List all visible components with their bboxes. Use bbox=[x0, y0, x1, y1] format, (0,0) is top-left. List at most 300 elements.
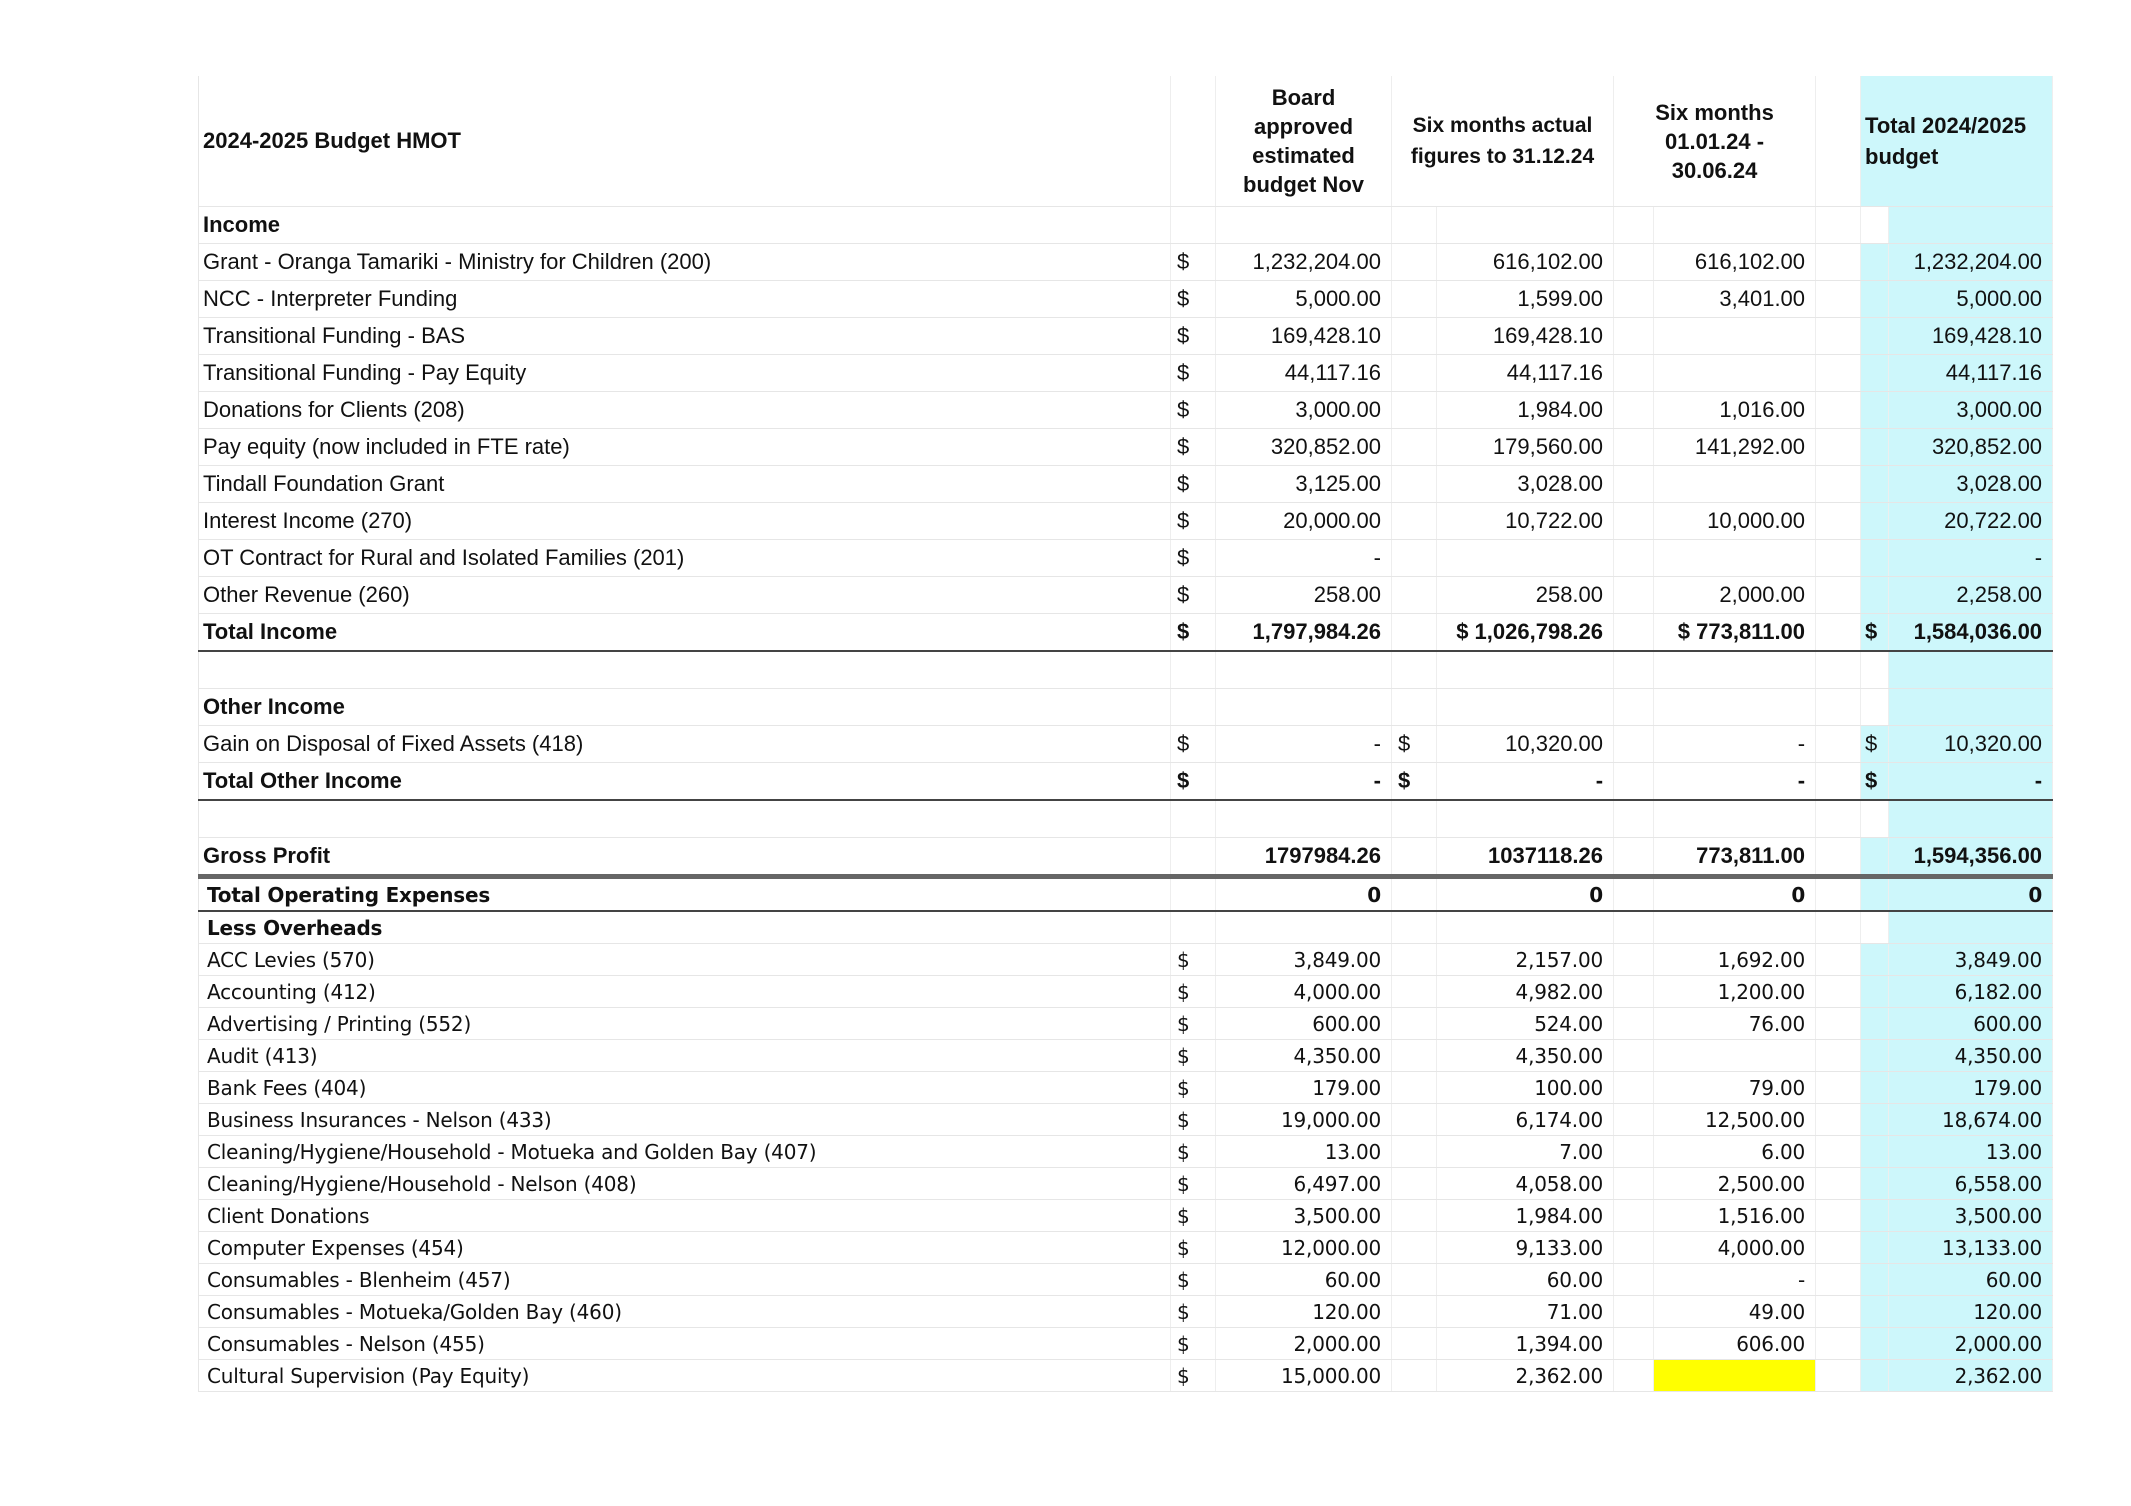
cell[interactable] bbox=[1171, 207, 1216, 244]
total-budget-value[interactable]: 3,000.00 bbox=[1889, 392, 2053, 429]
total-budget-value[interactable]: 120.00 bbox=[1889, 1296, 2053, 1328]
six-months-actual-value[interactable]: 6,174.00 bbox=[1437, 1104, 1614, 1136]
row-label[interactable]: Other Revenue (260) bbox=[199, 577, 1171, 614]
dollar-sign[interactable]: $ bbox=[1171, 429, 1216, 466]
six-months-h2-value[interactable]: 1,692.00 bbox=[1654, 944, 1816, 976]
cell[interactable] bbox=[1392, 800, 1437, 838]
cell[interactable] bbox=[199, 651, 1171, 689]
six-months-actual-value[interactable]: 9,133.00 bbox=[1437, 1232, 1614, 1264]
dollar-sign[interactable] bbox=[1171, 877, 1216, 912]
six-months-actual-value[interactable]: 3,028.00 bbox=[1437, 466, 1614, 503]
dollar-sign[interactable] bbox=[1861, 976, 1889, 1008]
total-budget-value[interactable]: 60.00 bbox=[1889, 1264, 2053, 1296]
six-months-actual-value[interactable]: 60.00 bbox=[1437, 1264, 1614, 1296]
row-label[interactable]: ACC Levies (570) bbox=[199, 944, 1171, 976]
cell[interactable] bbox=[1614, 1008, 1654, 1040]
dollar-sign[interactable] bbox=[1392, 1072, 1437, 1104]
cell[interactable] bbox=[1816, 944, 1861, 976]
cell[interactable] bbox=[1392, 911, 1437, 944]
row-label[interactable]: Business Insurances - Nelson (433) bbox=[199, 1104, 1171, 1136]
total-budget-value[interactable]: - bbox=[1889, 763, 2053, 801]
total-budget-value[interactable]: 3,500.00 bbox=[1889, 1200, 2053, 1232]
dollar-sign[interactable] bbox=[1392, 1360, 1437, 1392]
board-budget-value[interactable]: 3,125.00 bbox=[1216, 466, 1392, 503]
dollar-sign[interactable]: $ bbox=[1171, 1328, 1216, 1360]
dollar-sign[interactable]: $ bbox=[1171, 726, 1216, 763]
cell[interactable] bbox=[1816, 1328, 1861, 1360]
cell[interactable] bbox=[1816, 726, 1861, 763]
cell[interactable] bbox=[1171, 800, 1216, 838]
cell[interactable] bbox=[199, 800, 1171, 838]
dollar-sign[interactable]: $ bbox=[1171, 577, 1216, 614]
cell[interactable] bbox=[1614, 503, 1654, 540]
six-months-actual-value[interactable]: 4,058.00 bbox=[1437, 1168, 1614, 1200]
dollar-sign[interactable] bbox=[1392, 944, 1437, 976]
cell[interactable] bbox=[1816, 1360, 1861, 1392]
dollar-sign[interactable] bbox=[1861, 1328, 1889, 1360]
six-months-h2-value[interactable]: 6.00 bbox=[1654, 1136, 1816, 1168]
six-months-h2-value[interactable] bbox=[1654, 355, 1816, 392]
dollar-sign[interactable]: $ bbox=[1171, 1232, 1216, 1264]
board-budget-value[interactable]: - bbox=[1216, 726, 1392, 763]
six-months-actual-value[interactable]: 1,599.00 bbox=[1437, 281, 1614, 318]
dollar-sign[interactable]: $ bbox=[1171, 540, 1216, 577]
dollar-sign[interactable] bbox=[1861, 1072, 1889, 1104]
cell[interactable] bbox=[1816, 800, 1861, 838]
six-months-h2-value[interactable] bbox=[1654, 466, 1816, 503]
dollar-sign[interactable] bbox=[1392, 1040, 1437, 1072]
total-budget-value[interactable]: 1,232,204.00 bbox=[1889, 244, 2053, 281]
dollar-sign[interactable] bbox=[1392, 1008, 1437, 1040]
dollar-sign[interactable] bbox=[1392, 1328, 1437, 1360]
cell[interactable] bbox=[1654, 800, 1816, 838]
header-six-months-h2[interactable]: Six months 01.01.24 - 30.06.24 bbox=[1614, 76, 1816, 207]
dollar-sign[interactable] bbox=[1861, 503, 1889, 540]
cell[interactable] bbox=[1171, 651, 1216, 689]
six-months-h2-value[interactable]: 1,200.00 bbox=[1654, 976, 1816, 1008]
board-budget-value[interactable]: 600.00 bbox=[1216, 1008, 1392, 1040]
cell[interactable] bbox=[1614, 1200, 1654, 1232]
row-label[interactable]: Pay equity (now included in FTE rate) bbox=[199, 429, 1171, 466]
six-months-actual-value[interactable]: 2,362.00 bbox=[1437, 1360, 1614, 1392]
cell[interactable] bbox=[1614, 800, 1654, 838]
cell[interactable] bbox=[1861, 911, 1889, 944]
cell[interactable] bbox=[1392, 651, 1437, 689]
cell[interactable] bbox=[1816, 1040, 1861, 1072]
dollar-sign[interactable] bbox=[1392, 281, 1437, 318]
total-budget-value[interactable]: 3,028.00 bbox=[1889, 466, 2053, 503]
cell[interactable] bbox=[1816, 877, 1861, 912]
dollar-sign[interactable]: $ bbox=[1861, 763, 1889, 801]
total-budget-value[interactable]: 10,320.00 bbox=[1889, 726, 2053, 763]
six-months-actual-value[interactable]: 169,428.10 bbox=[1437, 318, 1614, 355]
six-months-actual-value[interactable]: 100.00 bbox=[1437, 1072, 1614, 1104]
row-label[interactable]: Cultural Supervision (Pay Equity) bbox=[199, 1360, 1171, 1392]
row-label[interactable]: Cleaning/Hygiene/Household - Motueka and Golden Bay (407) bbox=[199, 1136, 1171, 1168]
six-months-h2-value[interactable]: 606.00 bbox=[1654, 1328, 1816, 1360]
dollar-sign[interactable]: $ bbox=[1171, 244, 1216, 281]
six-months-h2-value[interactable]: 773,811.00 bbox=[1654, 838, 1816, 877]
cell[interactable] bbox=[1171, 76, 1216, 207]
six-months-h2-value[interactable]: 141,292.00 bbox=[1654, 429, 1816, 466]
dollar-sign[interactable]: $ bbox=[1392, 763, 1437, 801]
section-heading[interactable]: Other Income bbox=[199, 689, 1171, 726]
row-label[interactable]: Consumables - Nelson (455) bbox=[199, 1328, 1171, 1360]
six-months-actual-value[interactable]: 0 bbox=[1437, 877, 1614, 912]
sheet-title[interactable]: 2024-2025 Budget HMOT bbox=[199, 76, 1171, 207]
row-label[interactable]: Accounting (412) bbox=[199, 976, 1171, 1008]
cell[interactable] bbox=[1816, 429, 1861, 466]
board-budget-value[interactable]: 120.00 bbox=[1216, 1296, 1392, 1328]
row-label[interactable]: OT Contract for Rural and Isolated Families (201) bbox=[199, 540, 1171, 577]
row-label[interactable]: Grant - Oranga Tamariki - Ministry for Children (200) bbox=[199, 244, 1171, 281]
cell[interactable] bbox=[1816, 577, 1861, 614]
total-budget-value[interactable]: 18,674.00 bbox=[1889, 1104, 2053, 1136]
section-heading[interactable]: Less Overheads bbox=[199, 911, 1171, 944]
cell[interactable] bbox=[1437, 911, 1614, 944]
row-label[interactable]: Computer Expenses (454) bbox=[199, 1232, 1171, 1264]
cell[interactable] bbox=[1861, 689, 1889, 726]
total-budget-value[interactable]: 0 bbox=[1889, 877, 2053, 912]
six-months-actual-value[interactable]: 179,560.00 bbox=[1437, 429, 1614, 466]
dollar-sign[interactable] bbox=[1861, 1136, 1889, 1168]
total-budget-value[interactable]: 1,594,356.00 bbox=[1889, 838, 2053, 877]
cell[interactable] bbox=[1614, 614, 1654, 652]
cell[interactable] bbox=[1614, 838, 1654, 877]
board-budget-value[interactable]: 44,117.16 bbox=[1216, 355, 1392, 392]
six-months-h2-value[interactable]: 79.00 bbox=[1654, 1072, 1816, 1104]
total-budget-value[interactable]: - bbox=[1889, 540, 2053, 577]
cell[interactable] bbox=[1816, 763, 1861, 801]
six-months-actual-value[interactable]: 44,117.16 bbox=[1437, 355, 1614, 392]
six-months-h2-value[interactable]: 76.00 bbox=[1654, 1008, 1816, 1040]
row-label[interactable]: Consumables - Motueka/Golden Bay (460) bbox=[199, 1296, 1171, 1328]
board-budget-value[interactable]: 4,000.00 bbox=[1216, 976, 1392, 1008]
dollar-sign[interactable] bbox=[1392, 1104, 1437, 1136]
dollar-sign[interactable]: $ bbox=[1171, 1072, 1216, 1104]
cell[interactable] bbox=[1216, 689, 1392, 726]
dollar-sign[interactable] bbox=[1861, 838, 1889, 877]
cell[interactable] bbox=[1816, 1072, 1861, 1104]
header-six-months-actual[interactable]: Six months actual figures to 31.12.24 bbox=[1392, 76, 1614, 207]
cell[interactable] bbox=[1614, 911, 1654, 944]
six-months-h2-value[interactable]: 3,401.00 bbox=[1654, 281, 1816, 318]
cell[interactable] bbox=[1816, 689, 1861, 726]
cell[interactable] bbox=[1614, 318, 1654, 355]
dollar-sign[interactable] bbox=[1171, 838, 1216, 877]
board-budget-value[interactable]: - bbox=[1216, 540, 1392, 577]
cell[interactable] bbox=[1889, 800, 2053, 838]
cell[interactable] bbox=[1816, 838, 1861, 877]
row-label[interactable]: Total Other Income bbox=[199, 763, 1171, 801]
dollar-sign[interactable] bbox=[1392, 614, 1437, 652]
row-label[interactable]: Consumables - Blenheim (457) bbox=[199, 1264, 1171, 1296]
cell[interactable] bbox=[1614, 577, 1654, 614]
cell[interactable] bbox=[1889, 911, 2053, 944]
dollar-sign[interactable] bbox=[1861, 577, 1889, 614]
row-label[interactable]: Advertising / Printing (552) bbox=[199, 1008, 1171, 1040]
header-board-approved[interactable]: Board approved estimated budget Nov bbox=[1216, 76, 1392, 207]
cell[interactable] bbox=[1437, 651, 1614, 689]
board-budget-value[interactable]: 20,000.00 bbox=[1216, 503, 1392, 540]
cell[interactable] bbox=[1614, 392, 1654, 429]
board-budget-value[interactable]: 3,849.00 bbox=[1216, 944, 1392, 976]
dollar-sign[interactable] bbox=[1861, 392, 1889, 429]
board-budget-value[interactable]: 1,797,984.26 bbox=[1216, 614, 1392, 652]
dollar-sign[interactable] bbox=[1392, 466, 1437, 503]
board-budget-value[interactable]: 13.00 bbox=[1216, 1136, 1392, 1168]
dollar-sign[interactable] bbox=[1392, 1264, 1437, 1296]
cell[interactable] bbox=[1654, 207, 1816, 244]
row-label[interactable]: Total Income bbox=[199, 614, 1171, 652]
six-months-h2-value[interactable]: 1,016.00 bbox=[1654, 392, 1816, 429]
row-label[interactable]: Cleaning/Hygiene/Household - Nelson (408) bbox=[199, 1168, 1171, 1200]
cell[interactable] bbox=[1614, 540, 1654, 577]
board-budget-value[interactable]: 258.00 bbox=[1216, 577, 1392, 614]
board-budget-value[interactable]: 19,000.00 bbox=[1216, 1104, 1392, 1136]
six-months-actual-value[interactable]: 7.00 bbox=[1437, 1136, 1614, 1168]
cell[interactable] bbox=[1889, 651, 2053, 689]
dollar-sign[interactable] bbox=[1392, 577, 1437, 614]
dollar-sign[interactable] bbox=[1861, 877, 1889, 912]
six-months-actual-value[interactable]: 10,320.00 bbox=[1437, 726, 1614, 763]
dollar-sign[interactable] bbox=[1392, 355, 1437, 392]
cell[interactable] bbox=[1816, 540, 1861, 577]
total-budget-value[interactable]: 13,133.00 bbox=[1889, 1232, 2053, 1264]
six-months-h2-value[interactable]: 4,000.00 bbox=[1654, 1232, 1816, 1264]
six-months-h2-value[interactable]: 0 bbox=[1654, 877, 1816, 912]
six-months-h2-value[interactable]: 616,102.00 bbox=[1654, 244, 1816, 281]
cell[interactable] bbox=[1614, 1136, 1654, 1168]
total-budget-value[interactable]: 600.00 bbox=[1889, 1008, 2053, 1040]
cell[interactable] bbox=[1861, 207, 1889, 244]
cell[interactable] bbox=[1614, 244, 1654, 281]
dollar-sign[interactable] bbox=[1392, 392, 1437, 429]
board-budget-value[interactable]: 15,000.00 bbox=[1216, 1360, 1392, 1392]
cell[interactable] bbox=[1861, 800, 1889, 838]
total-budget-value[interactable]: 20,722.00 bbox=[1889, 503, 2053, 540]
six-months-actual-value[interactable]: 4,982.00 bbox=[1437, 976, 1614, 1008]
cell[interactable] bbox=[1889, 689, 2053, 726]
dollar-sign[interactable] bbox=[1861, 1008, 1889, 1040]
cell[interactable] bbox=[1816, 1008, 1861, 1040]
dollar-sign[interactable] bbox=[1861, 429, 1889, 466]
dollar-sign[interactable] bbox=[1861, 1360, 1889, 1392]
row-label[interactable]: Transitional Funding - BAS bbox=[199, 318, 1171, 355]
dollar-sign[interactable]: $ bbox=[1171, 1200, 1216, 1232]
six-months-actual-value[interactable]: 1,984.00 bbox=[1437, 392, 1614, 429]
total-budget-value[interactable]: 3,849.00 bbox=[1889, 944, 2053, 976]
six-months-h2-value[interactable]: - bbox=[1654, 726, 1816, 763]
dollar-sign[interactable] bbox=[1392, 1168, 1437, 1200]
dollar-sign[interactable] bbox=[1861, 281, 1889, 318]
dollar-sign[interactable] bbox=[1392, 877, 1437, 912]
dollar-sign[interactable]: $ bbox=[1171, 614, 1216, 652]
dollar-sign[interactable] bbox=[1861, 1264, 1889, 1296]
six-months-actual-value[interactable]: 258.00 bbox=[1437, 577, 1614, 614]
dollar-sign[interactable]: $ bbox=[1171, 1008, 1216, 1040]
cell[interactable] bbox=[1614, 1296, 1654, 1328]
cell[interactable] bbox=[1816, 1200, 1861, 1232]
header-total-budget[interactable]: Total 2024/2025 budget bbox=[1861, 76, 2053, 207]
six-months-h2-value[interactable]: 12,500.00 bbox=[1654, 1104, 1816, 1136]
cell[interactable] bbox=[1614, 689, 1654, 726]
board-budget-value[interactable]: - bbox=[1216, 763, 1392, 801]
cell[interactable] bbox=[1614, 1072, 1654, 1104]
cell[interactable] bbox=[1816, 318, 1861, 355]
cell[interactable] bbox=[1614, 1168, 1654, 1200]
six-months-h2-value[interactable]: 2,500.00 bbox=[1654, 1168, 1816, 1200]
cell[interactable] bbox=[1816, 1296, 1861, 1328]
board-budget-value[interactable]: 12,000.00 bbox=[1216, 1232, 1392, 1264]
board-budget-value[interactable]: 4,350.00 bbox=[1216, 1040, 1392, 1072]
six-months-actual-value[interactable]: 1,394.00 bbox=[1437, 1328, 1614, 1360]
cell[interactable] bbox=[1614, 429, 1654, 466]
cell[interactable] bbox=[1816, 1104, 1861, 1136]
six-months-h2-value[interactable]: $ 773,811.00 bbox=[1654, 614, 1816, 652]
dollar-sign[interactable] bbox=[1392, 1136, 1437, 1168]
dollar-sign[interactable]: $ bbox=[1861, 726, 1889, 763]
six-months-actual-value[interactable]: 4,350.00 bbox=[1437, 1040, 1614, 1072]
total-budget-value[interactable]: 320,852.00 bbox=[1889, 429, 2053, 466]
cell[interactable] bbox=[1816, 614, 1861, 652]
cell[interactable] bbox=[1614, 976, 1654, 1008]
cell[interactable] bbox=[1171, 689, 1216, 726]
total-budget-value[interactable]: 4,350.00 bbox=[1889, 1040, 2053, 1072]
dollar-sign[interactable]: $ bbox=[1171, 1136, 1216, 1168]
board-budget-value[interactable]: 60.00 bbox=[1216, 1264, 1392, 1296]
dollar-sign[interactable] bbox=[1861, 244, 1889, 281]
cell[interactable] bbox=[1861, 651, 1889, 689]
board-budget-value[interactable]: 0 bbox=[1216, 877, 1392, 912]
cell[interactable] bbox=[1614, 726, 1654, 763]
six-months-actual-value[interactable]: 1037118.26 bbox=[1437, 838, 1614, 877]
cell[interactable] bbox=[1216, 911, 1392, 944]
total-budget-value[interactable]: 6,558.00 bbox=[1889, 1168, 2053, 1200]
row-label[interactable]: Transitional Funding - Pay Equity bbox=[199, 355, 1171, 392]
cell[interactable] bbox=[1614, 1104, 1654, 1136]
cell[interactable] bbox=[1816, 207, 1861, 244]
dollar-sign[interactable]: $ bbox=[1171, 976, 1216, 1008]
section-heading[interactable]: Income bbox=[199, 207, 1171, 244]
cell[interactable] bbox=[1392, 207, 1437, 244]
dollar-sign[interactable]: $ bbox=[1171, 763, 1216, 801]
row-label[interactable]: Gross Profit bbox=[199, 838, 1171, 877]
dollar-sign[interactable] bbox=[1392, 318, 1437, 355]
row-label[interactable]: Total Operating Expenses bbox=[199, 877, 1171, 912]
cell[interactable] bbox=[1614, 763, 1654, 801]
board-budget-value[interactable]: 179.00 bbox=[1216, 1072, 1392, 1104]
six-months-h2-value[interactable]: - bbox=[1654, 1264, 1816, 1296]
six-months-actual-value[interactable]: 10,722.00 bbox=[1437, 503, 1614, 540]
cell[interactable] bbox=[1889, 207, 2053, 244]
board-budget-value[interactable]: 1,232,204.00 bbox=[1216, 244, 1392, 281]
dollar-sign[interactable] bbox=[1392, 976, 1437, 1008]
cell[interactable] bbox=[1816, 76, 1861, 207]
total-budget-value[interactable]: 169,428.10 bbox=[1889, 318, 2053, 355]
cell[interactable] bbox=[1654, 689, 1816, 726]
cell[interactable] bbox=[1614, 1328, 1654, 1360]
cell[interactable] bbox=[1216, 800, 1392, 838]
board-budget-value[interactable]: 320,852.00 bbox=[1216, 429, 1392, 466]
dollar-sign[interactable]: $ bbox=[1171, 466, 1216, 503]
cell[interactable] bbox=[1816, 1264, 1861, 1296]
six-months-h2-value[interactable]: 1,516.00 bbox=[1654, 1200, 1816, 1232]
dollar-sign[interactable] bbox=[1861, 466, 1889, 503]
dollar-sign[interactable] bbox=[1392, 429, 1437, 466]
dollar-sign[interactable] bbox=[1392, 540, 1437, 577]
cell[interactable] bbox=[1171, 911, 1216, 944]
board-budget-value[interactable]: 3,500.00 bbox=[1216, 1200, 1392, 1232]
six-months-h2-value[interactable] bbox=[1654, 318, 1816, 355]
dollar-sign[interactable]: $ bbox=[1171, 1264, 1216, 1296]
cell[interactable] bbox=[1437, 800, 1614, 838]
cell[interactable] bbox=[1654, 651, 1816, 689]
total-budget-value[interactable]: 2,000.00 bbox=[1889, 1328, 2053, 1360]
dollar-sign[interactable] bbox=[1392, 838, 1437, 877]
dollar-sign[interactable]: $ bbox=[1392, 726, 1437, 763]
row-label[interactable]: Bank Fees (404) bbox=[199, 1072, 1171, 1104]
row-label[interactable]: Audit (413) bbox=[199, 1040, 1171, 1072]
board-budget-value[interactable]: 1797984.26 bbox=[1216, 838, 1392, 877]
total-budget-value[interactable]: 13.00 bbox=[1889, 1136, 2053, 1168]
cell[interactable] bbox=[1816, 503, 1861, 540]
cell[interactable] bbox=[1816, 355, 1861, 392]
dollar-sign[interactable]: $ bbox=[1171, 318, 1216, 355]
cell[interactable] bbox=[1614, 281, 1654, 318]
cell[interactable] bbox=[1614, 1264, 1654, 1296]
dollar-sign[interactable]: $ bbox=[1171, 281, 1216, 318]
six-months-h2-value[interactable]: 10,000.00 bbox=[1654, 503, 1816, 540]
dollar-sign[interactable]: $ bbox=[1171, 1168, 1216, 1200]
six-months-actual-value[interactable]: 71.00 bbox=[1437, 1296, 1614, 1328]
cell[interactable] bbox=[1816, 466, 1861, 503]
row-label[interactable]: Client Donations bbox=[199, 1200, 1171, 1232]
dollar-sign[interactable] bbox=[1861, 1232, 1889, 1264]
cell[interactable] bbox=[1614, 1040, 1654, 1072]
six-months-h2-value[interactable] bbox=[1654, 540, 1816, 577]
cell[interactable] bbox=[1216, 651, 1392, 689]
total-budget-value[interactable]: 2,362.00 bbox=[1889, 1360, 2053, 1392]
row-label[interactable]: Gain on Disposal of Fixed Assets (418) bbox=[199, 726, 1171, 763]
total-budget-value[interactable]: 179.00 bbox=[1889, 1072, 2053, 1104]
six-months-actual-value[interactable]: 2,157.00 bbox=[1437, 944, 1614, 976]
six-months-h2-value[interactable]: 2,000.00 bbox=[1654, 577, 1816, 614]
dollar-sign[interactable] bbox=[1861, 1200, 1889, 1232]
cell[interactable] bbox=[1614, 1232, 1654, 1264]
cell[interactable] bbox=[1816, 1168, 1861, 1200]
board-budget-value[interactable]: 5,000.00 bbox=[1216, 281, 1392, 318]
board-budget-value[interactable]: 3,000.00 bbox=[1216, 392, 1392, 429]
cell[interactable] bbox=[1816, 651, 1861, 689]
dollar-sign[interactable]: $ bbox=[1171, 944, 1216, 976]
six-months-actual-value[interactable]: 524.00 bbox=[1437, 1008, 1614, 1040]
total-budget-value[interactable]: 2,258.00 bbox=[1889, 577, 2053, 614]
six-months-h2-value[interactable] bbox=[1654, 1360, 1816, 1392]
dollar-sign[interactable] bbox=[1861, 540, 1889, 577]
dollar-sign[interactable] bbox=[1861, 1296, 1889, 1328]
dollar-sign[interactable]: $ bbox=[1171, 355, 1216, 392]
total-budget-value[interactable]: 5,000.00 bbox=[1889, 281, 2053, 318]
six-months-actual-value[interactable]: 616,102.00 bbox=[1437, 244, 1614, 281]
cell[interactable] bbox=[1816, 976, 1861, 1008]
cell[interactable] bbox=[1437, 207, 1614, 244]
board-budget-value[interactable]: 6,497.00 bbox=[1216, 1168, 1392, 1200]
dollar-sign[interactable]: $ bbox=[1171, 392, 1216, 429]
cell[interactable] bbox=[1816, 244, 1861, 281]
six-months-actual-value[interactable] bbox=[1437, 540, 1614, 577]
cell[interactable] bbox=[1816, 392, 1861, 429]
